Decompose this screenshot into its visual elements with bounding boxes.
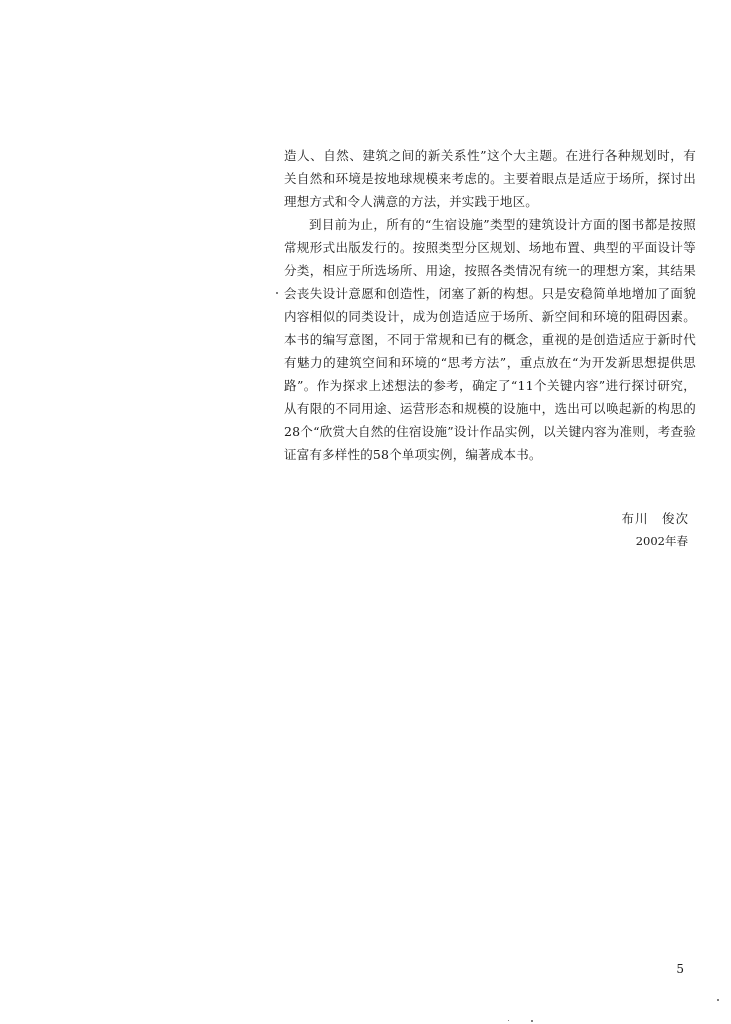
paragraph-2: 到目前为止，所有的“生宿设施”类型的建筑设计方面的图书都是按照常规形式出版发行的。按照类型分区规划、场地布置、典型的平面设计等分类，相应于所选场所、用途，按照各类情况有统一的理想方案，其结果会丧失设计意愿和创造性，闭塞了新的构想。只是安稳简单地增加了面貌内容相似的同类设计，成为创造适应于场所、新空间和环境的阻碍因素。本书的编写意图，不同于常规和已有的概念，重视的是创造适应于新时代有魅力的建筑空间和环境的“思考方法”，重点放在“为开发新思想提供思路”。作为探求上述想法的参考，确定了“11个关键内容”进行探讨研究，从有限的不同用途、运营形态和规模的设施中，选出可以唤起新的构思的28个“欣赏大自然的住宿设施”设计作品实例，以关键内容为准则，考查验证富有多样性的58个单项实例，编著成本书。 xyxy=(284,217,696,462)
scan-speck xyxy=(531,1020,533,1022)
scan-speck xyxy=(276,292,278,294)
signature-date: 2002年春 xyxy=(635,534,688,548)
page-number: 5 xyxy=(676,962,684,976)
scan-speck xyxy=(717,999,719,1001)
paragraph-1: 造人、自然、建筑之间的新关系性”这个大主题。在进行各种规划时，有关自然和环境是按地球规模来考虑的。主要着眼点是适应于场所，探讨出理想方式和令人满意的方法，并实践于地区。 xyxy=(284,148,696,209)
body-text xyxy=(284,144,696,466)
scan-speck xyxy=(508,1020,509,1021)
author-signature: 布川 俊次 xyxy=(621,511,689,526)
